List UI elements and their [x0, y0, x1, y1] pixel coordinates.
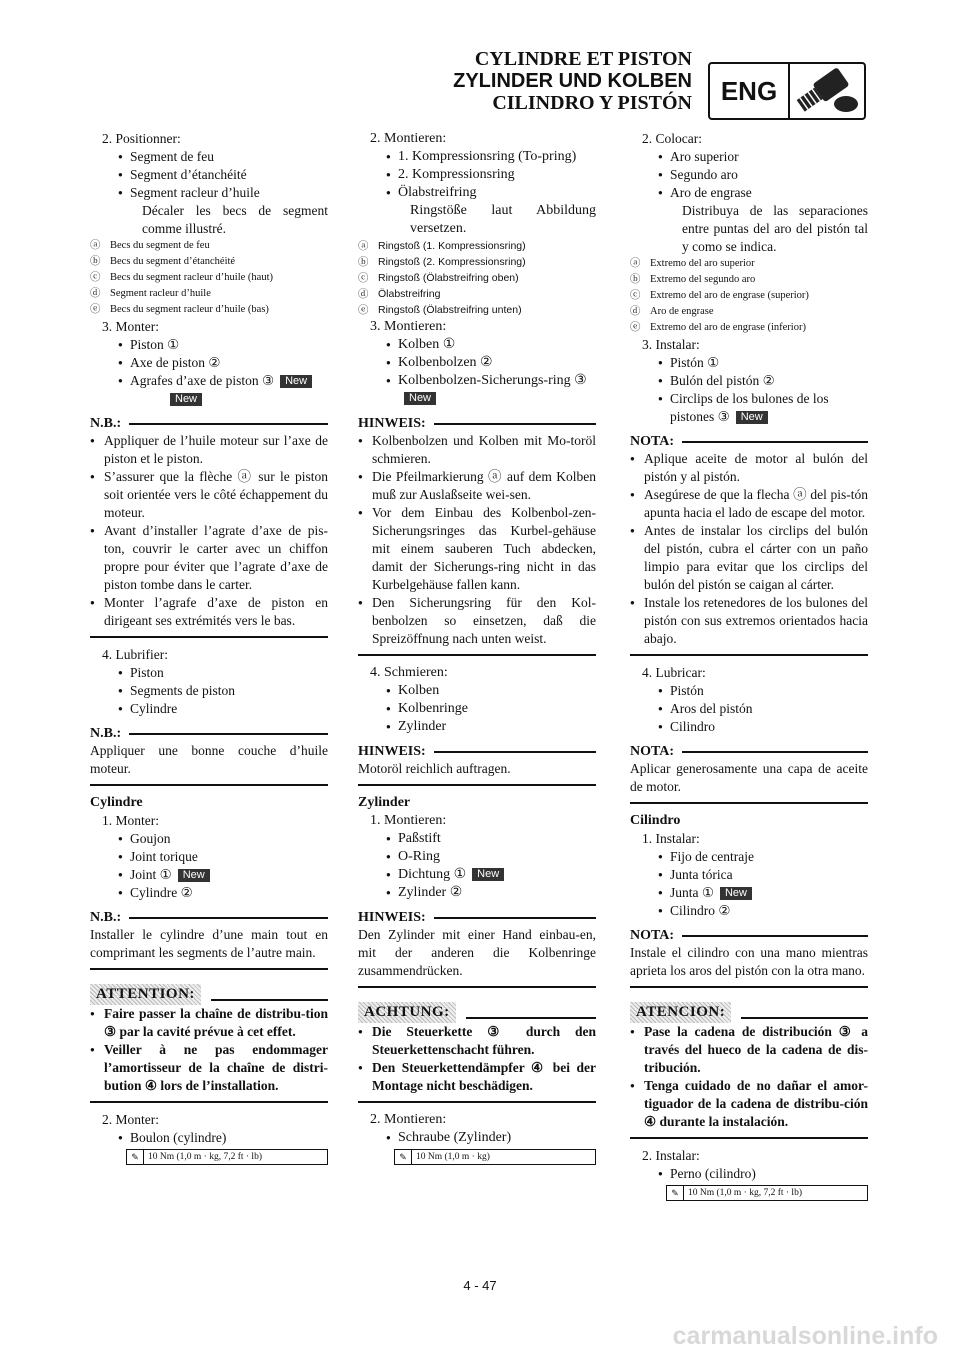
caution-end-rule	[358, 1101, 596, 1103]
caution-bullet: ● Die Steuerkette ③ durch den Steuerkettenschacht führen.	[358, 1023, 596, 1059]
caption-marker: ⓓ	[358, 288, 369, 300]
caption-text: Ölabstreifring	[378, 288, 441, 300]
new-part-badge: New	[170, 393, 202, 406]
piston-part-text: Kolben ①	[398, 337, 456, 352]
note-label: N.B.:	[90, 726, 122, 741]
cylinder-part-text: Cylindre ②	[130, 885, 193, 900]
torque-value: 10 Nm (1,0 m · kg)	[416, 1152, 490, 1162]
cylinder-step-1: 1. Monter:	[102, 813, 159, 828]
caption-marker: ⓔ	[90, 304, 101, 315]
figure-caption	[358, 286, 596, 302]
note-rule	[682, 441, 868, 443]
cylinder-step-2: 2. Montieren:	[370, 1112, 447, 1127]
note-body: Aplicar generosamente una capa de aceite de motor.	[630, 761, 868, 794]
step-4-heading: 4. Lubrifier:	[102, 647, 168, 662]
piston-part-text: Kolbenbolzen-Sicherungs-ring ③	[398, 373, 587, 388]
caption-marker: ⓐ	[630, 258, 641, 269]
piston-part-item	[90, 354, 328, 372]
figure-caption	[630, 288, 868, 304]
bolt-item: ● Boulon (cylindre)	[90, 1129, 328, 1147]
note-rule	[129, 917, 328, 919]
caution-rule	[741, 1017, 868, 1019]
step-2-heading: 2. Colocar:	[642, 131, 702, 146]
note-rule	[434, 751, 596, 753]
note-label: NOTA:	[630, 928, 675, 943]
caution-heading	[90, 984, 328, 1005]
caption-text: Aro de engrase	[650, 306, 714, 317]
note-label: N.B.:	[90, 910, 122, 925]
note-label: HINWEIS:	[358, 744, 426, 759]
cylinder-part-item	[630, 884, 868, 902]
torque-spec	[126, 1149, 328, 1165]
note-body: Motoröl reichlich auftragen.	[358, 761, 511, 776]
note-heading	[630, 928, 868, 944]
caution-heading	[358, 1002, 596, 1023]
column-german	[358, 130, 596, 1165]
caution-label: ATENCION:	[630, 1002, 731, 1023]
caption-text: Ringstoß (Ölabstreifring unten)	[378, 304, 522, 316]
note-end-rule	[90, 784, 328, 786]
piston-part-text: Circlips de los bulones de los pistones ③	[670, 391, 829, 424]
caption-text: Ringstoß (2. Kompressionsring)	[378, 256, 526, 268]
ring-item: ● Segment d’étanchéité	[90, 166, 328, 184]
cylinder-part-text: Cilindro ②	[670, 903, 731, 918]
piston-part-text: Axe de piston ②	[130, 355, 221, 370]
bolt-item: ● Schraube (Zylinder)	[358, 1129, 596, 1147]
cylinder-part-text: Goujon	[130, 831, 171, 846]
note-bullet: ● Die Pfeilmarkierung ⓐ auf dem Kolben muß zur Auslaßseite wei-sen.	[358, 468, 596, 504]
ring-item: ● Segundo aro	[630, 166, 868, 184]
cylinder-part-text: Paßstift	[398, 831, 441, 846]
figure-caption	[630, 304, 868, 320]
note-bullet: ● S’assurer que la flèche ⓐ sur le piston soit orientée vers le côté échappement du moteur.	[90, 468, 328, 522]
cylinder-part-item	[90, 866, 328, 884]
step-2-heading: 2. Positionner:	[102, 131, 181, 146]
note-label: NOTA:	[630, 744, 675, 759]
piston-part-item	[358, 336, 596, 354]
note-bullet: ● Appliquer de l’huile moteur sur l’axe de piston et le piston.	[90, 432, 328, 468]
caution-end-rule	[630, 1137, 868, 1139]
cylinder-part-text: O-Ring	[398, 849, 440, 864]
ring-gap-instruction: Ringstöße laut Abbildung versetzen.	[410, 203, 596, 236]
lubricate-item: ● Cylindre	[90, 700, 328, 718]
note-heading	[630, 434, 868, 450]
cylinder-step-1: 1. Montieren:	[370, 813, 447, 828]
cylinder-part-text: Dichtung ①	[398, 867, 467, 882]
caution-heading	[630, 1002, 868, 1023]
ring-gap-instruction: Décaler les becs de segment comme illustré.	[142, 203, 328, 236]
note-body: Installer le cylindre d’une main tout en comprimant les segments de l’autre main.	[90, 927, 328, 960]
cylinder-part-item	[90, 830, 328, 848]
caption-text: Becs du segment d’étanchéité	[110, 256, 236, 267]
caption-text: Extremo del aro de engrase (inferior)	[650, 322, 806, 333]
lubricate-item: ● Pistón	[630, 682, 868, 700]
piston-part-text: Bulón del pistón ②	[670, 373, 775, 388]
note-bullet: ● Kolbenbolzen und Kolben mit Mo-toröl schmieren.	[358, 432, 596, 468]
note-rule	[434, 917, 596, 919]
caption-text: Ringstoß (1. Kompressionsring)	[378, 240, 526, 252]
eng-label: ENG	[710, 64, 790, 118]
caption-marker: ⓓ	[630, 306, 641, 317]
caution-label: ATTENTION:	[90, 984, 201, 1005]
ring-item: ● 2. Kompressionsring	[358, 166, 596, 184]
note-rule	[434, 423, 596, 425]
note-heading	[90, 416, 328, 432]
note-bullet: ● Aplique aceite de motor al bulón del pistón y al pistón.	[630, 450, 868, 486]
ring-item: ● Aro de engrase	[630, 184, 868, 202]
title-de: ZYLINDER UND KOLBEN	[453, 70, 692, 92]
new-part-badge: New	[720, 887, 752, 900]
caption-marker: ⓒ	[630, 290, 641, 301]
piston-part-text: Agrafes d’axe de piston ③	[130, 373, 275, 388]
step-3-heading: 3. Instalar:	[642, 337, 700, 352]
caption-marker: ⓓ	[90, 288, 101, 299]
note-rule	[129, 733, 328, 735]
step-3-heading: 3. Montieren:	[370, 319, 447, 334]
note-bullet: ● Vor dem Einbau des Kolbenbol-zen-Sicherungsringes das Kurbel-gehäuse mit einem sauberen Tuch abdecken, damit der Sicherungs-ring nicht in das Kurbelgehäuse fallen kann.	[358, 504, 596, 594]
note-rule	[682, 751, 868, 753]
cylinder-part-text: Joint ①	[130, 867, 172, 882]
cylinder-part-text: Joint torique	[130, 849, 198, 864]
note-body: Instale el cilindro con una mano mientras aprieta los aros del pistón con la otra mano.	[630, 945, 868, 978]
cylinder-part-item	[358, 866, 596, 884]
note-end-rule	[630, 986, 868, 988]
note-label: NOTA:	[630, 434, 675, 449]
note-bullet: ● Monter l’agrafe d’axe de piston en dirigeant ses extrémités vers le bas.	[90, 594, 328, 630]
lubricate-item: ● Zylinder	[358, 718, 596, 736]
note-body: Den Zylinder mit einer Hand einbau-en, mit der anderen die Kolbenringe zusammendrücken.	[358, 927, 596, 978]
cylinder-part-item	[358, 830, 596, 848]
lubricate-item: ● Kolbenringe	[358, 700, 596, 718]
title-fr: CYLINDRE ET PISTON	[474, 48, 692, 70]
torque-value: 10 Nm (1,0 m · kg, 7,2 ft · lb)	[688, 1188, 802, 1198]
ring-item: ● Segment racleur d’huile	[90, 184, 328, 202]
wrench-icon: ✎	[127, 1150, 144, 1164]
note-end-rule	[358, 784, 596, 786]
caption-marker: ⓐ	[90, 240, 101, 251]
caution-bullet: ● Tenga cuidado de no dañar el amor-tiguador de la cadena de distribu-ción ④ durante la instalación.	[630, 1077, 868, 1131]
new-part-badge: New	[178, 869, 210, 882]
page-number: 4 - 47	[463, 1278, 497, 1293]
new-part-badge: New	[280, 375, 312, 388]
note-heading	[90, 726, 328, 742]
step-4-heading: 4. Schmieren:	[370, 665, 448, 680]
figure-caption	[90, 270, 328, 286]
figure-caption	[630, 272, 868, 288]
caption-marker: ⓒ	[90, 272, 101, 283]
caption-text: Ringstoß (Ölabstreifring oben)	[378, 272, 519, 284]
figure-caption	[90, 302, 328, 318]
ring-item: ● Ölabstreifring	[358, 184, 596, 202]
new-part-badge: New	[472, 868, 504, 881]
caption-marker: ⓐ	[358, 240, 369, 252]
piston-part-item	[630, 354, 868, 372]
caption-marker: ⓑ	[630, 274, 641, 285]
caption-marker: ⓑ	[90, 256, 101, 267]
ring-item: ● 1. Kompressionsring (To-pring)	[358, 148, 596, 166]
cylinder-part-item	[358, 884, 596, 902]
ring-item: ● Aro superior	[630, 148, 868, 166]
piston-part-item	[630, 390, 868, 426]
caution-bullet: ● Den Steuerkettendämpfer ④ bei der Montage nicht beschädigen.	[358, 1059, 596, 1095]
cylinder-part-item	[90, 884, 328, 902]
note-label: HINWEIS:	[358, 910, 426, 925]
lubricate-item: ● Aros del pistón	[630, 700, 868, 718]
figure-caption	[630, 320, 868, 336]
caption-text: Extremo del segundo aro	[650, 274, 756, 285]
note-heading	[358, 910, 596, 926]
note-label: N.B.:	[90, 416, 122, 431]
figure-caption	[358, 270, 596, 286]
new-part-badge: New	[736, 411, 768, 424]
cylinder-part-text: Junta ①	[670, 885, 714, 900]
cylinder-section-title: Zylinder	[358, 795, 411, 810]
caution-rule	[466, 1017, 596, 1019]
cylinder-step-2: 2. Instalar:	[642, 1148, 700, 1163]
new-badge-row	[90, 390, 328, 408]
caption-marker: ⓔ	[630, 322, 641, 333]
engine-icon	[790, 64, 864, 118]
lubricate-item: ● Segments de piston	[90, 682, 328, 700]
torque-value: 10 Nm (1,0 m · kg, 7,2 ft · lb)	[148, 1152, 262, 1162]
cylinder-part-item	[630, 902, 868, 920]
note-bullet: ● Antes de instalar los circlips del bulón del pistón, cubra el cárter con un paño limpio para evitar que los circlips del bulón del pistón se caigan al cárter.	[630, 522, 868, 594]
caption-text: Segment racleur d’huile	[110, 288, 211, 299]
note-end-rule	[90, 636, 328, 638]
new-part-badge: New	[404, 392, 436, 405]
piston-part-item	[358, 372, 596, 408]
column-french	[90, 130, 328, 1165]
wrench-icon: ✎	[667, 1186, 684, 1200]
figure-caption	[630, 256, 868, 272]
note-heading	[90, 910, 328, 926]
note-heading	[358, 416, 596, 432]
note-body: Appliquer une bonne couche d’huile moteur.	[90, 743, 328, 776]
step-2-heading: 2. Montieren:	[370, 131, 447, 146]
watermark: carmanualsonline.info	[672, 1322, 938, 1350]
note-label: HINWEIS:	[358, 416, 426, 431]
ring-item: ● Segment de feu	[90, 148, 328, 166]
cylinder-part-text: Junta tórica	[670, 867, 733, 882]
lubricate-item: ● Cilindro	[630, 718, 868, 736]
note-rule	[682, 935, 868, 937]
cylinder-part-item	[630, 848, 868, 866]
torque-spec	[666, 1185, 868, 1201]
cylinder-part-item	[358, 848, 596, 866]
caption-text: Extremo del aro de engrase (superior)	[650, 290, 809, 301]
figure-caption	[358, 254, 596, 270]
piston-part-text: Pistón ①	[670, 355, 720, 370]
note-heading	[630, 744, 868, 760]
torque-spec	[394, 1149, 596, 1165]
cylinder-part-text: Fijo de centraje	[670, 849, 754, 864]
piston-part-item	[90, 336, 328, 354]
note-end-rule	[358, 986, 596, 988]
piston-part-item	[90, 372, 328, 390]
lubricate-item: ● Kolben	[358, 682, 596, 700]
caption-marker: ⓒ	[358, 272, 369, 284]
note-bullet: ● Den Sicherungsring für den Kol-benbolzen so einsetzen, daß die Spreizöffnung nach unten weist.	[358, 594, 596, 648]
note-rule	[129, 423, 328, 425]
caution-end-rule	[90, 1101, 328, 1103]
figure-caption	[90, 238, 328, 254]
note-bullet: ● Asegúrese de que la flecha ⓐ del pis-tón apunta hacia el lado de escape del motor.	[630, 486, 868, 522]
cylinder-section-title: Cylindre	[90, 795, 143, 810]
note-end-rule	[630, 802, 868, 804]
note-end-rule	[358, 654, 596, 656]
cylinder-step-1: 1. Instalar:	[642, 831, 700, 846]
caption-text: Extremo del aro superior	[650, 258, 755, 269]
cylinder-step-2: 2. Monter:	[102, 1112, 159, 1127]
piston-part-text: Kolbenbolzen ②	[398, 355, 493, 370]
wrench-icon: ✎	[395, 1150, 412, 1164]
ring-gap-instruction: Distribuya de las separaciones entre puntas del aro del pistón tal y como se indica.	[682, 203, 868, 254]
column-spanish	[630, 130, 868, 1201]
lubricate-item: ● Piston	[90, 664, 328, 682]
cylinder-section-title: Cilindro	[630, 813, 681, 828]
step-3-heading: 3. Monter:	[102, 319, 159, 334]
note-bullet: ● Instale los retenedores de los bulones del pistón con sus extremos orientados hacia abajo.	[630, 594, 868, 648]
figure-caption	[90, 286, 328, 302]
caption-marker: ⓑ	[358, 256, 369, 268]
caption-text: Becs du segment racleur d’huile (haut)	[110, 272, 273, 283]
cylinder-part-item	[90, 848, 328, 866]
figure-caption	[90, 254, 328, 270]
bolt-item: ● Perno (cilindro)	[630, 1165, 868, 1183]
figure-caption	[358, 302, 596, 318]
piston-part-item	[358, 354, 596, 372]
caution-label: ACHTUNG:	[358, 1002, 456, 1023]
caution-bullet: ● Pase la cadena de distribución ③ a través del hueco de la cadena de dis-tribución.	[630, 1023, 868, 1077]
note-heading	[358, 744, 596, 760]
eng-section-badge	[708, 62, 866, 120]
caption-marker: ⓔ	[358, 304, 369, 316]
piston-part-item	[630, 372, 868, 390]
figure-caption	[358, 238, 596, 254]
caption-text: Becs du segment racleur d’huile (bas)	[110, 304, 269, 315]
cylinder-part-item	[630, 866, 868, 884]
piston-part-text: Piston ①	[130, 337, 180, 352]
cylinder-part-text: Zylinder ②	[398, 885, 463, 900]
caution-bullet: ● Veiller à ne pas endommager l’amortisseur de la chaîne de distri-bution ④ lors de l’installation.	[90, 1041, 328, 1095]
title-es: CILINDRO Y PISTÓN	[492, 92, 692, 114]
caption-text: Becs du segment de feu	[110, 240, 210, 251]
step-4-heading: 4. Lubricar:	[642, 665, 706, 680]
page-header-titles	[453, 48, 692, 114]
caution-rule	[211, 999, 328, 1001]
note-end-rule	[630, 654, 868, 656]
note-end-rule	[90, 968, 328, 970]
caution-bullet: ● Faire passer la chaîne de distribu-tion ③ par la cavité prévue à cet effet.	[90, 1005, 328, 1041]
note-bullet: ● Avant d’installer l’agrate d’axe de pis-ton, couvrir le carter avec un chiffon propre pour éviter que l’agrate d’axe de piston tombe dans le carter.	[90, 522, 328, 594]
